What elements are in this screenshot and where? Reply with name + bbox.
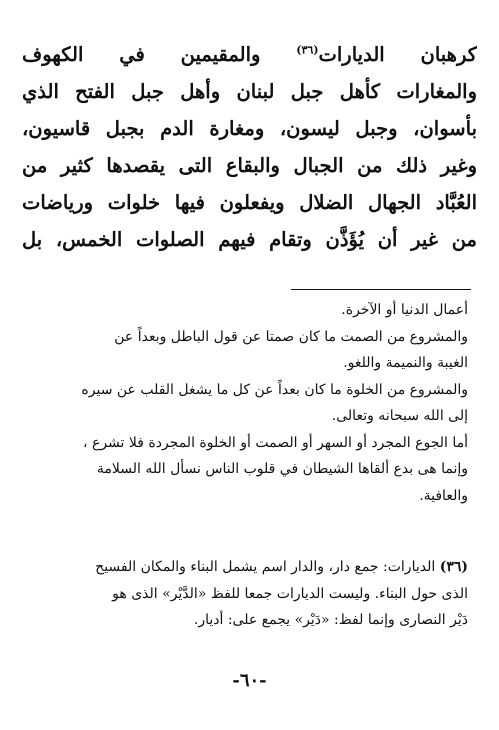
footnote-line-1-text: الديارات: جمع دار، والدار اسم يشمل البناء والمكان الفسيح bbox=[95, 559, 436, 575]
footnote-line-2: الذى حول البناء. وليست الديارات جمعا للفظ «الدَّيْر» الذى هو bbox=[112, 585, 468, 602]
note-line-5: إلى الله سبحانه وتعالى. bbox=[331, 408, 468, 424]
note-line-8: والعافية. bbox=[419, 487, 468, 504]
footnote-reference: (٣٦) bbox=[296, 43, 319, 57]
note-line-1: أعمال الدنيا أو الآخرة. bbox=[341, 302, 468, 318]
note-line-2: والمشروع من الصمت ما كان صمتا عن قول الباطل وبعداً عن bbox=[114, 328, 468, 345]
continued-notes bbox=[30, 297, 468, 509]
note-line-3: الغيبة والنميمة واللغو. bbox=[343, 355, 468, 371]
main-line-4: وغير ذلك من الجبال والبقاع التى يقصدها كثير من bbox=[22, 154, 477, 177]
note-line-4: والمشروع من الخلوة ما كان بعداً عن كل ما يشغل القلب عن سيره bbox=[81, 381, 468, 398]
note-line-7: وإنما هى بدع ألقاها الشيطان في قلوب الناس نسأل الله السلامة bbox=[96, 461, 468, 477]
footnote-line-3: دَيْر النصارى وإنما لفظ: «دَيْر» يجمع على: أديار. bbox=[193, 612, 468, 628]
footnote-separator bbox=[291, 289, 471, 290]
main-body-text bbox=[22, 36, 477, 258]
footnote-number: (٣٦) bbox=[439, 559, 468, 575]
footnote-line-1 bbox=[30, 554, 468, 581]
main-line-2: والمغارات كأهل جبل لبنان وأهل جبل الفتح الذي bbox=[22, 80, 477, 103]
main-line-1-start: كرهبان الديارات bbox=[318, 43, 477, 66]
note-line-6: أما الجوع المجرد أو السهر أو الصمت أو الخلوة المجردة فلا تشرع ، bbox=[83, 434, 468, 451]
main-line-6: من غير أن يُؤَذَّن وتقام فيهم الصلوات الخمس، بل bbox=[22, 228, 477, 251]
main-line-3: بأسوان، وجبل ليسون، ومغارة الدم بجبل قاسيون، bbox=[22, 117, 477, 140]
page-number: -٦٠- bbox=[232, 670, 267, 691]
main-line-5: العُبَّاد الجهال الضلال ويفعلون فيها خلوات ورياضات bbox=[22, 191, 477, 214]
main-line-1 bbox=[22, 36, 477, 73]
footnote-36 bbox=[30, 554, 468, 634]
main-line-1-end: والمقيمين في الكهوف bbox=[22, 43, 261, 66]
